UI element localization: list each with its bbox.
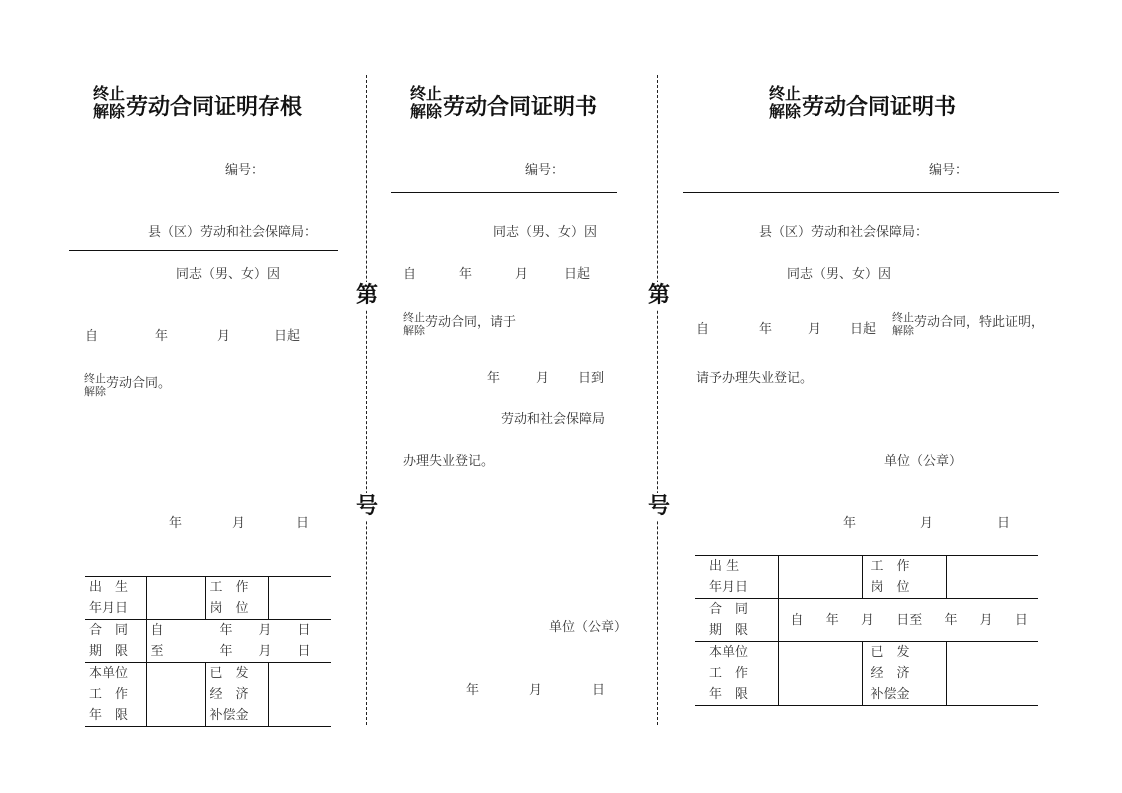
body-option-terminate: 终止	[403, 311, 425, 324]
table-row-birth-post	[695, 556, 1038, 599]
title-option-dissolve: 解除	[93, 102, 126, 121]
stub-body-choice	[84, 372, 106, 398]
sign-year: 年	[169, 516, 183, 531]
body-option-dissolve: 解除	[403, 324, 425, 337]
post-value[interactable]	[946, 556, 1038, 599]
table-row-term	[695, 599, 1038, 642]
title-option-dissolve: 解除	[410, 102, 443, 121]
stub-bureau-line: 县（区）劳动和社会保障局：	[148, 225, 318, 240]
certificate-comrade-line: 同志（男、女）因	[787, 267, 892, 282]
comp-value[interactable]	[268, 663, 331, 727]
certificate-title-main: 劳动合同证明书	[802, 95, 957, 120]
certificate-body-line	[892, 311, 1044, 337]
table-row-years-comp	[85, 663, 331, 727]
certificate-body-tail: 劳动合同，特此证明，	[914, 315, 1045, 330]
body-option-terminate: 终止	[892, 311, 914, 324]
comp-label: 已 发 经 济 补偿金	[205, 663, 268, 727]
side-label-di-right: 第	[648, 283, 671, 308]
term-to-row: 至 年 月 日	[150, 644, 311, 659]
side-label-hao-left: 号	[356, 494, 379, 519]
certificate-seal-label: 单位（公章）	[884, 454, 963, 469]
certificate-register-line: 请予办理失业登记。	[696, 371, 814, 386]
middle-title-main: 劳动合同证明书	[443, 95, 598, 120]
middle-seal-label: 单位（公章）	[549, 620, 628, 635]
middle-number-label: 编号：	[525, 163, 565, 178]
sign-month: 月	[232, 516, 246, 531]
birth-label: 出 生 年月日	[709, 559, 749, 595]
sign-day: 日	[296, 516, 310, 531]
term-label: 合 同 期 限	[89, 623, 129, 659]
stub-title-main: 劳动合同证明存根	[126, 95, 303, 120]
term-value[interactable]	[146, 620, 331, 663]
certificate-bureau-line: 县（区）劳动和社会保障局：	[759, 225, 929, 240]
date-from-zi: 自	[696, 322, 710, 337]
date-from-day: 日起	[564, 267, 591, 282]
middle-title-choice	[410, 85, 442, 121]
cut-line-right	[657, 75, 658, 725]
title-option-dissolve: 解除	[769, 102, 802, 121]
certificate-title-choice	[769, 85, 801, 121]
date-from-zi: 自	[403, 267, 417, 282]
stub-title	[93, 85, 302, 121]
certificate-title	[769, 85, 956, 121]
certificate-divider	[683, 192, 1059, 193]
comp-value[interactable]	[946, 642, 1038, 706]
date-from-day: 日起	[850, 322, 877, 337]
middle-comrade-line: 同志（男、女）因	[493, 225, 598, 240]
body-option-dissolve: 解除	[84, 385, 106, 398]
middle-bureau-line: 劳动和社会保障局	[501, 412, 606, 427]
title-option-terminate: 终止	[769, 84, 802, 103]
years-label: 本单位 工 作 年 限	[709, 645, 749, 702]
stub-title-choice	[93, 85, 125, 121]
post-label: 工 作 岗 位	[862, 556, 946, 599]
date-from-month: 月	[217, 329, 231, 344]
certificate-body-choice	[892, 311, 914, 337]
date-to-month: 月	[536, 371, 550, 386]
body-option-terminate: 终止	[84, 372, 106, 385]
date-to-day: 日到	[578, 371, 605, 386]
body-option-dissolve: 解除	[892, 324, 914, 337]
stub-divider	[69, 250, 338, 251]
table-row-years-comp	[695, 642, 1038, 706]
date-from-day: 日起	[274, 329, 301, 344]
cut-line-left	[366, 75, 367, 725]
date-from-month: 月	[808, 322, 822, 337]
middle-body-choice	[403, 311, 425, 337]
middle-title	[410, 85, 597, 121]
middle-body-tail: 劳动合同，请于	[425, 315, 517, 330]
post-value[interactable]	[268, 577, 331, 620]
sign-year: 年	[466, 683, 480, 698]
middle-divider	[391, 192, 617, 193]
sign-year: 年	[843, 516, 857, 531]
date-from-year: 年	[459, 267, 473, 282]
sign-day: 日	[997, 516, 1011, 531]
table-row-birth-post	[85, 577, 331, 620]
date-from-zi: 自	[85, 329, 99, 344]
stub-comrade-line: 同志（男、女）因	[176, 267, 281, 282]
stub-body-line	[84, 372, 171, 398]
certificate-number-label: 编号：	[929, 163, 969, 178]
sign-day: 日	[592, 683, 606, 698]
date-from-year: 年	[759, 322, 773, 337]
birth-label: 出 生 年月日	[89, 580, 129, 616]
comp-label: 已 发 经 济 补偿金	[862, 642, 946, 706]
years-value[interactable]	[778, 642, 862, 706]
title-option-terminate: 终止	[410, 84, 443, 103]
certificate-info-table	[695, 555, 1038, 706]
middle-register-line: 办理失业登记。	[403, 454, 495, 469]
side-label-hao-right: 号	[648, 494, 671, 519]
term-value[interactable]	[778, 599, 1038, 642]
post-label: 工 作 岗 位	[205, 577, 268, 620]
date-to-year: 年	[487, 371, 501, 386]
birth-value[interactable]	[146, 577, 205, 620]
term-from-row: 自 年 月 日	[150, 623, 311, 638]
date-from-month: 月	[515, 267, 529, 282]
stub-info-table	[85, 576, 331, 727]
middle-body-line	[403, 311, 516, 337]
birth-value[interactable]	[778, 556, 862, 599]
date-from-year: 年	[155, 329, 169, 344]
years-value[interactable]	[146, 663, 205, 727]
term-range-row: 自 年 月 日至 年 月 日	[790, 612, 1028, 628]
table-row-term	[85, 620, 331, 663]
term-label: 合 同 期 限	[709, 602, 749, 638]
sign-month: 月	[920, 516, 934, 531]
stub-number-label: 编号：	[225, 163, 265, 178]
stub-body-tail: 劳动合同。	[106, 376, 172, 391]
side-label-di-left: 第	[356, 283, 379, 308]
title-option-terminate: 终止	[93, 84, 126, 103]
years-label: 本单位 工 作 年 限	[89, 666, 129, 723]
sign-month: 月	[529, 683, 543, 698]
